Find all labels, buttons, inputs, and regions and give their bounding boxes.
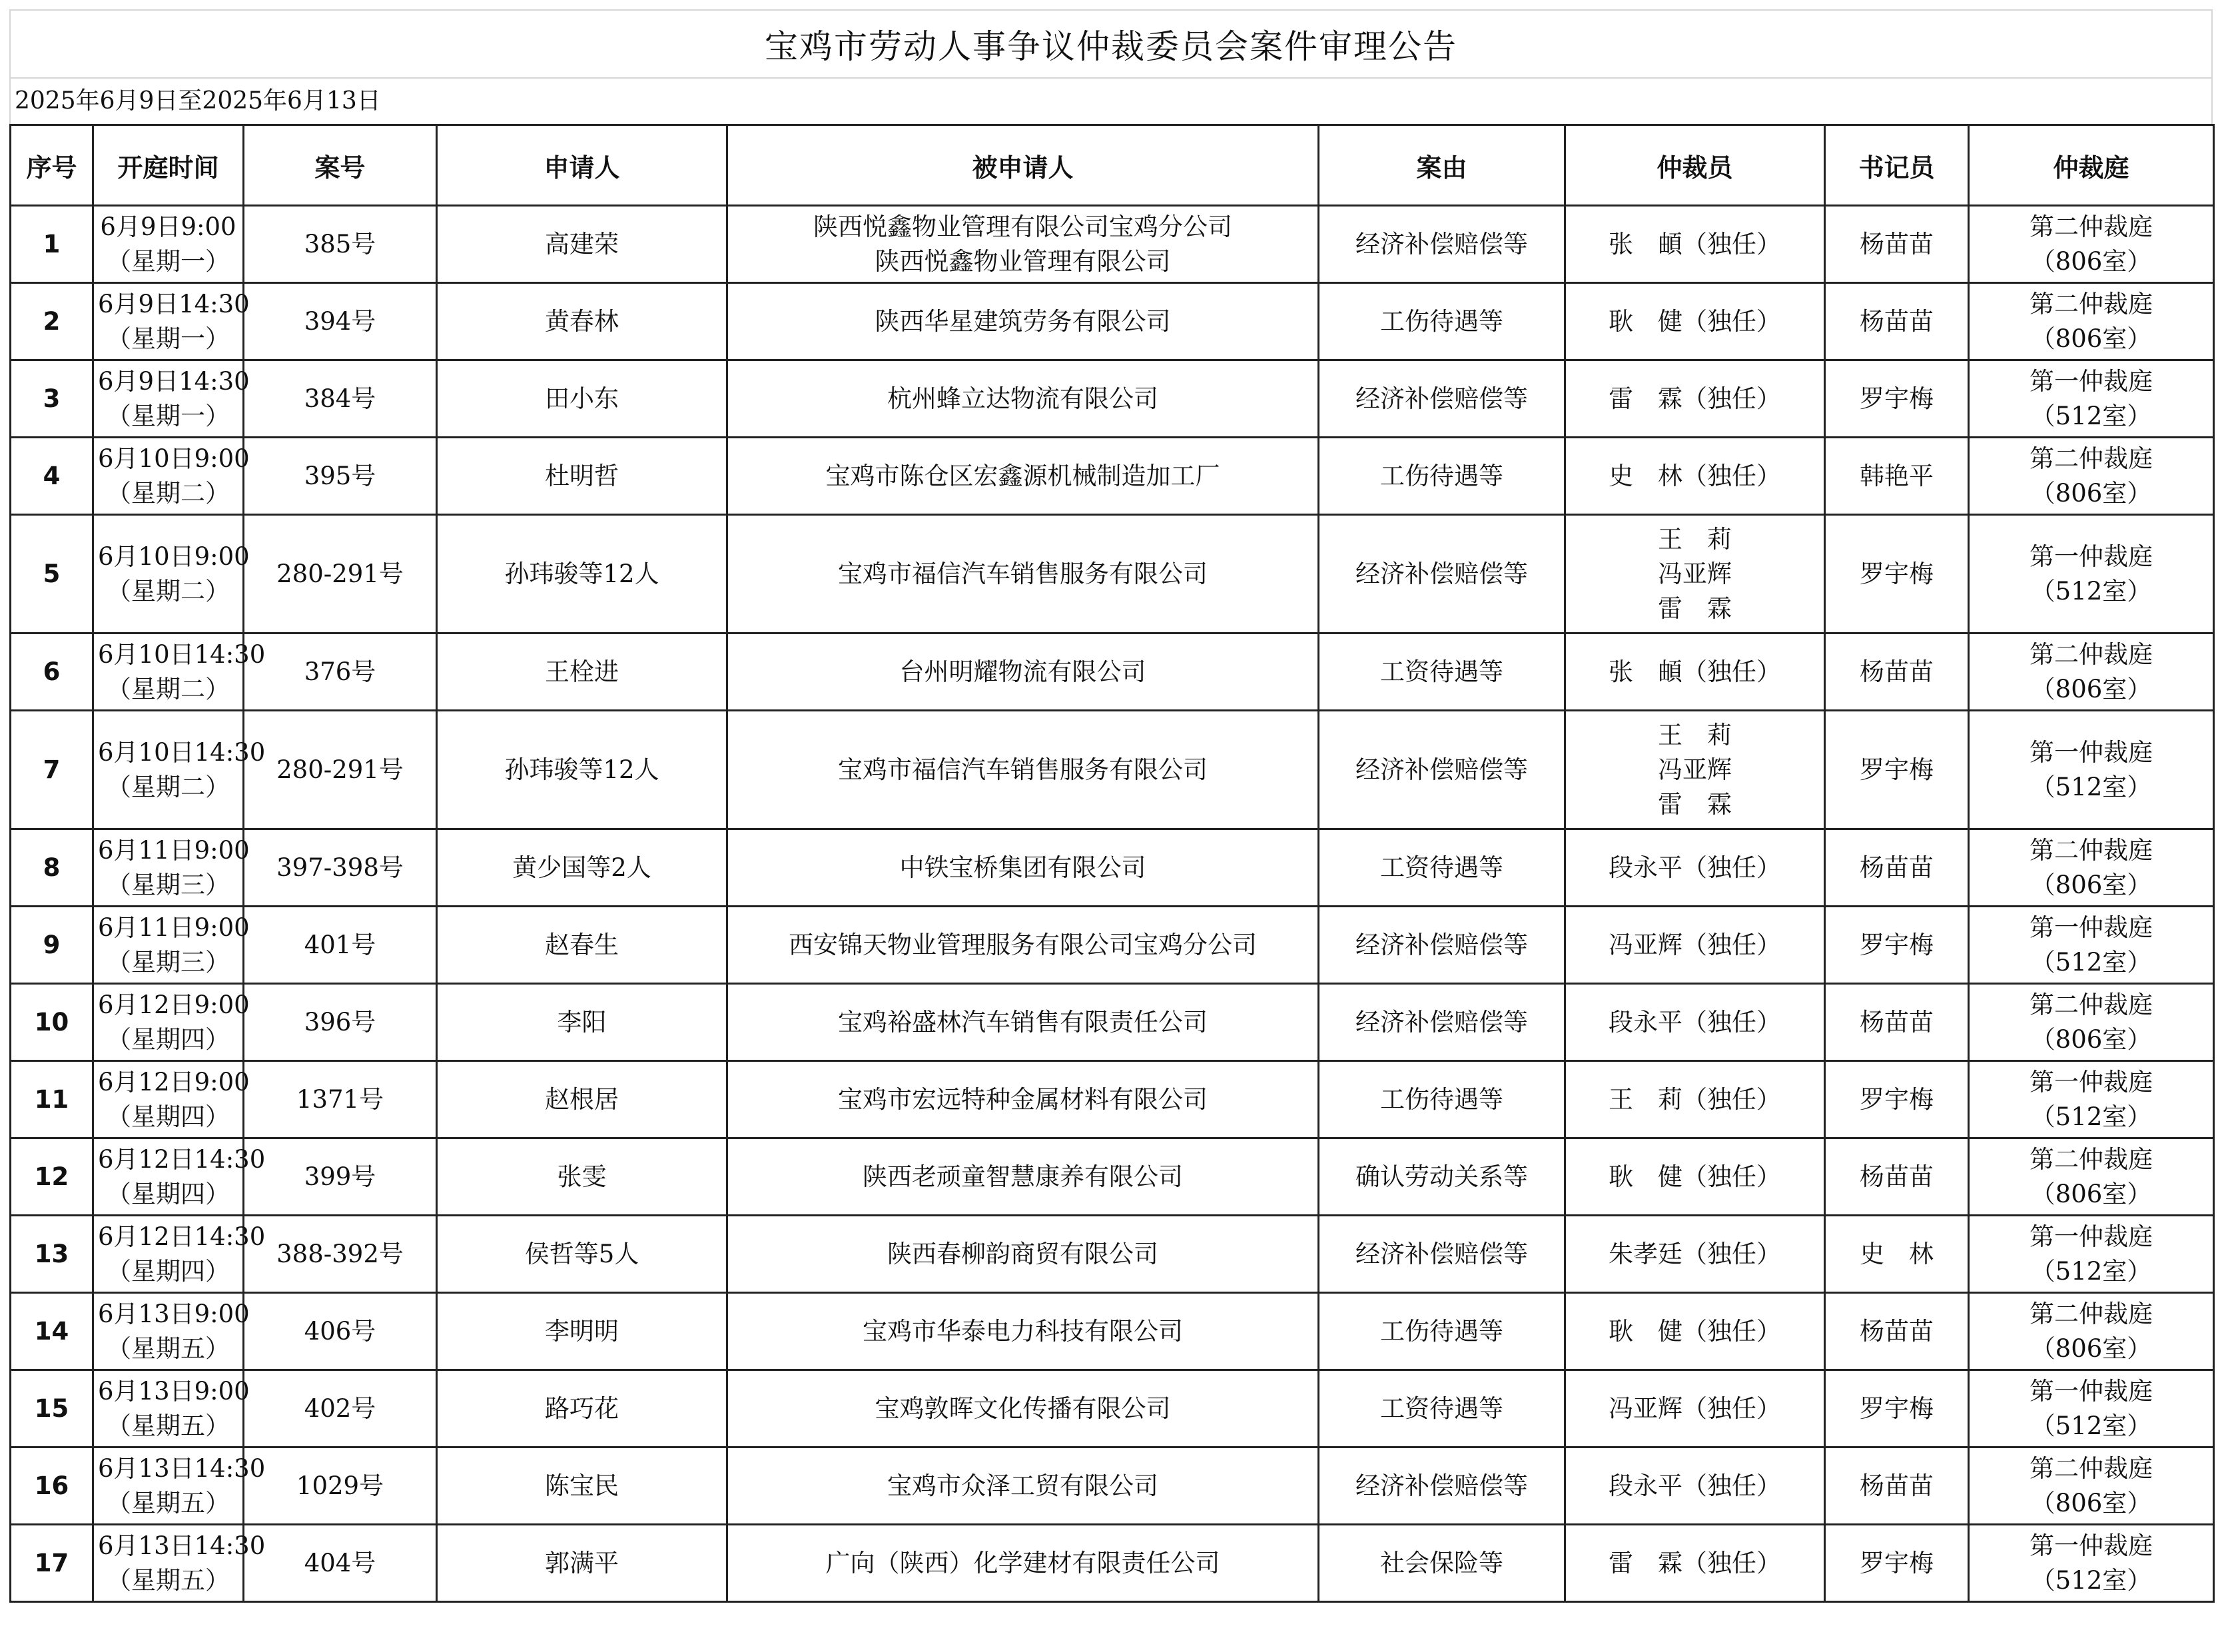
respondent-name: 陕西悦鑫物业管理有限公司 <box>875 246 1171 276</box>
hearing-time: 6月10日14:30 <box>98 639 266 669</box>
court-name: 第一仲裁庭 <box>2030 1531 2153 1560</box>
respondent-name: 陕西老顽童智慧康养有限公司 <box>863 1162 1183 1191</box>
court-name: 第二仲裁庭 <box>2030 835 2153 865</box>
cell-court <box>1969 1061 2214 1138</box>
table-row <box>11 984 2214 1061</box>
arbitrator-name: 王 莉（独任） <box>1609 1084 1781 1114</box>
court-room: （512室） <box>2030 401 2152 430</box>
column-header-cause: 案由 <box>1319 125 1565 206</box>
cell-case-no: 402号 <box>244 1370 437 1447</box>
cell-time <box>93 206 244 283</box>
cell-time <box>93 1370 250 1447</box>
cell-applicant: 李阳 <box>437 984 727 1061</box>
cell-time <box>93 360 250 438</box>
cell-case-no: 401号 <box>244 907 437 984</box>
arbitrator-name: 段永平（独任） <box>1609 1471 1781 1500</box>
cell-clerk: 杨苗苗 <box>1825 1447 1969 1525</box>
cell-respondent <box>727 360 1319 438</box>
cell-clerk: 杨苗苗 <box>1825 829 1969 907</box>
cell-applicant: 孙玮骏等12人 <box>437 515 727 633</box>
column-header-seq: 序号 <box>11 125 93 206</box>
hearing-weekday: （星期一） <box>107 246 230 276</box>
cell-arbitrator <box>1565 984 1825 1061</box>
cell-court <box>1969 633 2214 711</box>
respondent-name: 宝鸡市福信汽车销售服务有限公司 <box>838 559 1208 588</box>
cell-arbitrator <box>1565 1138 1825 1216</box>
cell-applicant: 黄春林 <box>437 283 727 360</box>
respondent-name: 陕西春柳韵商贸有限公司 <box>887 1239 1158 1268</box>
respondent-name: 陕西华星建筑劳务有限公司 <box>875 306 1171 336</box>
table-header-row <box>11 125 2214 206</box>
cell-seq: 2 <box>11 283 93 360</box>
date-range: 2025年6月9日至2025年6月13日 <box>9 79 2213 124</box>
cell-applicant: 杜明哲 <box>437 438 727 515</box>
hearing-schedule-table <box>9 124 2215 1603</box>
respondent-name: 台州明耀物流有限公司 <box>899 657 1146 686</box>
cell-case-no: 280-291号 <box>244 515 437 633</box>
column-header-respondent: 被申请人 <box>727 125 1319 206</box>
arbitrator-name: 朱孝廷（独任） <box>1609 1239 1781 1268</box>
cell-time <box>93 438 250 515</box>
cell-case-no: 385号 <box>244 206 437 283</box>
court-room: （806室） <box>2030 246 2152 276</box>
table-row <box>11 360 2214 438</box>
cell-time <box>93 1293 250 1370</box>
hearing-weekday: （星期五） <box>107 1334 230 1363</box>
cell-arbitrator <box>1565 515 1825 633</box>
column-header-case-no: 案号 <box>244 125 437 206</box>
respondent-name: 广向（陕西）化学建材有限责任公司 <box>825 1548 1220 1577</box>
arbitrator-name: 耿 健（独任） <box>1609 1162 1781 1191</box>
hearing-time: 6月12日9:00 <box>98 1067 250 1096</box>
court-room: （806室） <box>2030 1334 2152 1363</box>
respondent-name: 中铁宝桥集团有限公司 <box>899 853 1146 882</box>
court-name: 第一仲裁庭 <box>2030 1067 2153 1096</box>
hearing-weekday: （星期四） <box>107 1256 230 1286</box>
column-header-clerk: 书记员 <box>1825 125 1969 206</box>
cell-arbitrator <box>1565 360 1825 438</box>
cell-clerk: 罗宇梅 <box>1825 711 1969 829</box>
cell-cause: 经济补偿赔偿等 <box>1319 1447 1565 1525</box>
cell-seq: 6 <box>11 633 93 711</box>
cell-case-no: 399号 <box>244 1138 437 1216</box>
cell-respondent <box>727 907 1319 984</box>
arbitrator-name: 张 頔（独任） <box>1609 657 1781 686</box>
cell-arbitrator <box>1565 1525 1825 1602</box>
cell-seq: 17 <box>11 1525 93 1602</box>
cell-case-no: 384号 <box>244 360 437 438</box>
hearing-weekday: （星期二） <box>107 674 230 703</box>
cell-respondent <box>727 1370 1319 1447</box>
cell-court <box>1969 984 2214 1061</box>
cell-cause: 经济补偿赔偿等 <box>1319 1216 1565 1293</box>
cell-time <box>93 1447 266 1525</box>
cell-seq: 5 <box>11 515 93 633</box>
cell-clerk: 罗宇梅 <box>1825 1061 1969 1138</box>
hearing-weekday: （星期四） <box>107 1025 230 1054</box>
cell-applicant: 高建荣 <box>437 206 727 283</box>
cell-applicant: 田小东 <box>437 360 727 438</box>
court-room: （806室） <box>2030 870 2152 899</box>
arbitrator-name: 冯亚辉 <box>1658 559 1732 588</box>
cell-clerk: 罗宇梅 <box>1825 515 1969 633</box>
court-room: （512室） <box>2030 1102 2152 1131</box>
hearing-time: 6月13日14:30 <box>98 1453 266 1483</box>
court-name: 第二仲裁庭 <box>2030 1299 2153 1328</box>
cell-seq: 12 <box>11 1138 93 1216</box>
announcement-sheet <box>9 9 2213 1603</box>
court-name: 第二仲裁庭 <box>2030 1144 2153 1174</box>
cell-respondent <box>727 984 1319 1061</box>
court-name: 第一仲裁庭 <box>2030 913 2153 942</box>
cell-seq: 4 <box>11 438 93 515</box>
table-row <box>11 711 2214 829</box>
cell-applicant: 黄少国等2人 <box>437 829 727 907</box>
cell-court <box>1969 1138 2214 1216</box>
court-name: 第一仲裁庭 <box>2030 1376 2153 1406</box>
respondent-name: 宝鸡裕盛林汽车销售有限责任公司 <box>838 1007 1208 1036</box>
cell-arbitrator <box>1565 829 1825 907</box>
cell-cause: 经济补偿赔偿等 <box>1319 711 1565 829</box>
hearing-time: 6月9日14:30 <box>98 289 250 318</box>
cell-clerk: 杨苗苗 <box>1825 984 1969 1061</box>
arbitrator-name: 雷 霖（独任） <box>1609 384 1781 413</box>
cell-court <box>1969 438 2214 515</box>
arbitrator-name: 冯亚辉（独任） <box>1609 930 1781 959</box>
cell-arbitrator <box>1565 283 1825 360</box>
cell-court <box>1969 1525 2214 1602</box>
hearing-weekday: （星期五） <box>107 1488 230 1517</box>
table-row <box>11 1138 2214 1216</box>
court-room: （806室） <box>2030 674 2152 703</box>
table-row <box>11 283 2214 360</box>
court-name: 第二仲裁庭 <box>2030 1453 2153 1483</box>
cell-cause: 社会保险等 <box>1319 1525 1565 1602</box>
cell-time <box>93 984 250 1061</box>
cell-seq: 7 <box>11 711 93 829</box>
court-name: 第二仲裁庭 <box>2030 212 2153 241</box>
cell-cause: 工伤待遇等 <box>1319 283 1565 360</box>
cell-cause: 工伤待遇等 <box>1319 1061 1565 1138</box>
cell-case-no: 396号 <box>244 984 437 1061</box>
cell-arbitrator <box>1565 1447 1825 1525</box>
court-name: 第一仲裁庭 <box>2030 542 2153 571</box>
arbitrator-name: 雷 霖 <box>1658 594 1732 623</box>
cell-court <box>1969 1447 2214 1525</box>
arbitrator-name: 张 頔（独任） <box>1609 229 1781 258</box>
cell-arbitrator <box>1565 438 1825 515</box>
hearing-weekday: （星期一） <box>107 401 230 430</box>
cell-seq: 1 <box>11 206 93 283</box>
hearing-time: 6月12日14:30 <box>98 1144 266 1174</box>
cell-applicant: 王栓进 <box>437 633 727 711</box>
cell-arbitrator <box>1565 206 1825 283</box>
cell-arbitrator <box>1565 907 1825 984</box>
cell-clerk: 罗宇梅 <box>1825 1525 1969 1602</box>
hearing-time: 6月11日9:00 <box>98 835 250 865</box>
table-row <box>11 1525 2214 1602</box>
table-row <box>11 515 2214 633</box>
cell-time <box>93 829 250 907</box>
cell-cause: 工伤待遇等 <box>1319 1293 1565 1370</box>
cell-court <box>1969 360 2214 438</box>
cell-seq: 8 <box>11 829 93 907</box>
hearing-time: 6月12日14:30 <box>98 1222 266 1251</box>
cell-respondent <box>727 283 1319 360</box>
cell-cause: 经济补偿赔偿等 <box>1319 515 1565 633</box>
hearing-weekday: （星期五） <box>107 1411 230 1440</box>
column-header-applicant: 申请人 <box>437 125 727 206</box>
cell-case-no: 406号 <box>244 1293 437 1370</box>
cell-time <box>93 1061 250 1138</box>
cell-respondent <box>727 1216 1319 1293</box>
cell-cause: 确认劳动关系等 <box>1319 1138 1565 1216</box>
respondent-name: 宝鸡市宏远特种金属材料有限公司 <box>838 1084 1208 1114</box>
cell-court <box>1969 1370 2214 1447</box>
hearing-time: 6月9日9:00 <box>100 212 236 241</box>
court-name: 第二仲裁庭 <box>2030 639 2153 669</box>
cell-applicant: 李明明 <box>437 1293 727 1370</box>
cell-seq: 14 <box>11 1293 93 1370</box>
court-name: 第一仲裁庭 <box>2030 1222 2153 1251</box>
hearing-time: 6月11日9:00 <box>98 913 250 942</box>
cell-clerk: 杨苗苗 <box>1825 1138 1969 1216</box>
cell-seq: 9 <box>11 907 93 984</box>
hearing-time: 6月12日9:00 <box>98 990 250 1019</box>
respondent-name: 宝鸡市陈仓区宏鑫源机械制造加工厂 <box>825 461 1220 490</box>
arbitrator-name: 冯亚辉 <box>1658 755 1732 784</box>
cell-clerk: 韩艳平 <box>1825 438 1969 515</box>
cell-arbitrator <box>1565 633 1825 711</box>
court-room: （806室） <box>2030 324 2152 353</box>
court-room: （806室） <box>2030 478 2152 508</box>
hearing-time: 6月13日14:30 <box>98 1531 266 1560</box>
hearing-time: 6月10日9:00 <box>98 542 250 571</box>
cell-time <box>93 711 266 829</box>
respondent-name: 西安锦天物业管理服务有限公司宝鸡分公司 <box>789 930 1257 959</box>
cell-clerk: 杨苗苗 <box>1825 206 1969 283</box>
cell-respondent <box>727 1138 1319 1216</box>
court-room: （512室） <box>2030 947 2152 977</box>
respondent-name: 宝鸡市众泽工贸有限公司 <box>887 1471 1158 1500</box>
cell-case-no: 394号 <box>244 283 437 360</box>
cell-court <box>1969 1293 2214 1370</box>
cell-arbitrator <box>1565 1216 1825 1293</box>
cell-court <box>1969 283 2214 360</box>
respondent-name: 宝鸡市华泰电力科技有限公司 <box>863 1316 1183 1346</box>
cell-applicant: 赵春生 <box>437 907 727 984</box>
cell-arbitrator <box>1565 1293 1825 1370</box>
table-row <box>11 438 2214 515</box>
hearing-weekday: （星期四） <box>107 1179 230 1208</box>
cell-applicant: 郭满平 <box>437 1525 727 1602</box>
cell-clerk: 杨苗苗 <box>1825 633 1969 711</box>
table-row <box>11 1061 2214 1138</box>
cell-court <box>1969 711 2214 829</box>
cell-clerk: 杨苗苗 <box>1825 1293 1969 1370</box>
arbitrator-name: 王 莉 <box>1658 720 1732 749</box>
cell-time <box>93 1216 266 1293</box>
cell-respondent <box>727 829 1319 907</box>
court-name: 第二仲裁庭 <box>2030 444 2153 473</box>
table-body <box>11 206 2214 1602</box>
cell-arbitrator <box>1565 711 1825 829</box>
table-row <box>11 1447 2214 1525</box>
cell-applicant: 陈宝民 <box>437 1447 727 1525</box>
hearing-weekday: （星期二） <box>107 772 230 801</box>
cell-applicant: 侯哲等5人 <box>437 1216 727 1293</box>
court-name: 第二仲裁庭 <box>2030 289 2153 318</box>
hearing-time: 6月13日9:00 <box>98 1376 250 1406</box>
court-name: 第一仲裁庭 <box>2030 737 2153 767</box>
cell-case-no: 280-291号 <box>244 711 437 829</box>
cell-cause: 工资待遇等 <box>1319 633 1565 711</box>
arbitrator-name: 段永平（独任） <box>1609 853 1781 882</box>
respondent-name: 陕西悦鑫物业管理有限公司宝鸡分公司 <box>813 212 1232 241</box>
court-room: （512室） <box>2030 1411 2152 1440</box>
cell-applicant: 张雯 <box>437 1138 727 1216</box>
hearing-weekday: （星期二） <box>107 576 230 606</box>
table-row <box>11 1216 2214 1293</box>
cell-cause: 工伤待遇等 <box>1319 438 1565 515</box>
cell-seq: 3 <box>11 360 93 438</box>
respondent-name: 宝鸡敦晖文化传播有限公司 <box>875 1394 1171 1423</box>
court-room: （806室） <box>2030 1179 2152 1208</box>
cell-applicant: 路巧花 <box>437 1370 727 1447</box>
column-header-time: 开庭时间 <box>93 125 244 206</box>
cell-respondent <box>727 1447 1319 1525</box>
court-room: （512室） <box>2030 576 2152 606</box>
cell-case-no: 1371号 <box>244 1061 437 1138</box>
cell-court <box>1969 1216 2214 1293</box>
table-row <box>11 633 2214 711</box>
cell-cause: 工资待遇等 <box>1319 829 1565 907</box>
table-row <box>11 907 2214 984</box>
court-room: （512室） <box>2030 772 2152 801</box>
hearing-weekday: （星期三） <box>107 947 230 977</box>
cell-court <box>1969 829 2214 907</box>
court-name: 第一仲裁庭 <box>2030 366 2153 396</box>
page-title: 宝鸡市劳动人事争议仲裁委员会案件审理公告 <box>9 9 2213 79</box>
cell-seq: 11 <box>11 1061 93 1138</box>
cell-clerk: 罗宇梅 <box>1825 1370 1969 1447</box>
cell-respondent <box>727 1525 1319 1602</box>
column-header-court: 仲裁庭 <box>1969 125 2214 206</box>
hearing-time: 6月10日14:30 <box>98 737 266 767</box>
court-room: （806室） <box>2030 1025 2152 1054</box>
cell-seq: 16 <box>11 1447 93 1525</box>
hearing-time: 6月9日14:30 <box>98 366 250 396</box>
cell-court <box>1969 206 2214 283</box>
table-row <box>11 1293 2214 1370</box>
court-room: （512室） <box>2030 1256 2152 1286</box>
hearing-weekday: （星期三） <box>107 870 230 899</box>
cell-applicant: 赵根居 <box>437 1061 727 1138</box>
cell-court <box>1969 515 2214 633</box>
arbitrator-name: 王 莉 <box>1658 524 1732 554</box>
cell-clerk: 杨苗苗 <box>1825 283 1969 360</box>
cell-respondent <box>727 1061 1319 1138</box>
cell-case-no: 376号 <box>244 633 437 711</box>
court-room: （512室） <box>2030 1565 2152 1595</box>
cell-case-no: 388-392号 <box>244 1216 437 1293</box>
cell-time <box>93 633 266 711</box>
cell-cause: 经济补偿赔偿等 <box>1319 360 1565 438</box>
cell-cause: 经济补偿赔偿等 <box>1319 907 1565 984</box>
cell-arbitrator <box>1565 1370 1825 1447</box>
cell-case-no: 404号 <box>244 1525 437 1602</box>
cell-case-no: 395号 <box>244 438 437 515</box>
column-header-arbitrator: 仲裁员 <box>1565 125 1825 206</box>
cell-clerk: 罗宇梅 <box>1825 907 1969 984</box>
court-name: 第二仲裁庭 <box>2030 990 2153 1019</box>
cell-cause: 工资待遇等 <box>1319 1370 1565 1447</box>
table-row <box>11 206 2214 283</box>
cell-seq: 10 <box>11 984 93 1061</box>
hearing-time: 6月13日9:00 <box>98 1299 250 1328</box>
cell-time <box>93 907 250 984</box>
cell-arbitrator <box>1565 1061 1825 1138</box>
cell-time <box>93 515 250 633</box>
cell-seq: 13 <box>11 1216 93 1293</box>
arbitrator-name: 史 林（独任） <box>1609 461 1781 490</box>
arbitrator-name: 雷 霖（独任） <box>1609 1548 1781 1577</box>
respondent-name: 杭州蜂立达物流有限公司 <box>887 384 1158 413</box>
hearing-weekday: （星期四） <box>107 1102 230 1131</box>
cell-time <box>93 1138 266 1216</box>
hearing-weekday: （星期五） <box>107 1565 230 1595</box>
hearing-weekday: （星期一） <box>107 324 230 353</box>
hearing-weekday: （星期二） <box>107 478 230 508</box>
cell-case-no: 1029号 <box>244 1447 437 1525</box>
cell-time <box>93 283 250 360</box>
cell-respondent <box>727 206 1319 283</box>
cell-cause: 经济补偿赔偿等 <box>1319 206 1565 283</box>
hearing-time: 6月10日9:00 <box>98 444 250 473</box>
cell-time <box>93 1525 266 1602</box>
cell-applicant: 孙玮骏等12人 <box>437 711 727 829</box>
cell-clerk: 罗宇梅 <box>1825 360 1969 438</box>
arbitrator-name: 雷 霖 <box>1658 789 1732 819</box>
arbitrator-name: 耿 健（独任） <box>1609 306 1781 336</box>
cell-clerk: 史 林 <box>1825 1216 1969 1293</box>
cell-court <box>1969 907 2214 984</box>
cell-respondent <box>727 1293 1319 1370</box>
cell-cause: 经济补偿赔偿等 <box>1319 984 1565 1061</box>
cell-respondent <box>727 438 1319 515</box>
arbitrator-name: 段永平（独任） <box>1609 1007 1781 1036</box>
arbitrator-name: 冯亚辉（独任） <box>1609 1394 1781 1423</box>
cell-seq: 15 <box>11 1370 93 1447</box>
respondent-name: 宝鸡市福信汽车销售服务有限公司 <box>838 755 1208 784</box>
court-room: （806室） <box>2030 1488 2152 1517</box>
cell-respondent <box>727 515 1319 633</box>
table-row <box>11 1370 2214 1447</box>
table-row <box>11 829 2214 907</box>
arbitrator-name: 耿 健（独任） <box>1609 1316 1781 1346</box>
cell-case-no: 397-398号 <box>244 829 437 907</box>
cell-respondent <box>727 633 1319 711</box>
cell-respondent <box>727 711 1319 829</box>
